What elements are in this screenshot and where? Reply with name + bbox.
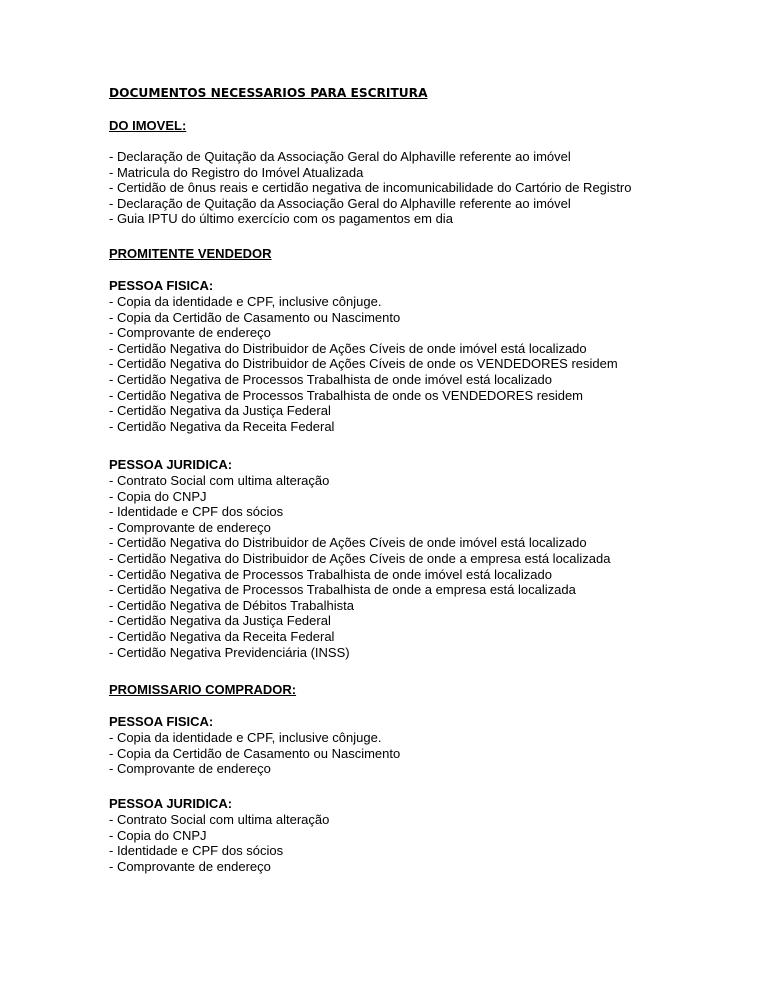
list-item: - Certidão Negativa de Processos Trabalhista de onde imóvel está localizado bbox=[109, 371, 552, 387]
list-item: - Certidão Negativa da Justiça Federal bbox=[109, 403, 331, 419]
list-item: - Certidão Negativa de Processos Trabalhista de onde os VENDEDORES residem bbox=[109, 387, 583, 403]
comprador-pessoa-juridica-list bbox=[109, 812, 329, 874]
list-item: - Matricula do Registro do Imóvel Atualizada bbox=[109, 164, 364, 180]
vendedor-pessoa-juridica-heading: PESSOA JURIDICA: bbox=[109, 457, 233, 472]
vendedor-pessoa-fisica-list bbox=[109, 294, 618, 434]
document-title: DOCUMENTOS NECESSARIOS PARA ESCRITURA bbox=[109, 86, 428, 100]
list-item: - Declaração de Quitação da Associação Geral do Alphaville referente ao imóvel bbox=[109, 195, 571, 211]
list-item: - Certidão Negativa de Processos Trabalhista de onde a empresa está localizada bbox=[109, 582, 576, 598]
comprador-pessoa-juridica-heading: PESSOA JURIDICA: bbox=[109, 796, 233, 811]
list-item: - Certidão Negativa da Receita Federal bbox=[109, 418, 335, 434]
list-item: - Copia do CNPJ bbox=[109, 488, 207, 504]
list-item: - Comprovante de endereço bbox=[109, 519, 271, 535]
vendedor-pessoa-fisica-heading: PESSOA FISICA: bbox=[109, 278, 214, 293]
list-item: - Certidão Negativa da Receita Federal bbox=[109, 628, 335, 644]
comprador-pessoa-fisica-list bbox=[109, 730, 400, 777]
section-heading-imovel: DO IMOVEL: bbox=[109, 118, 187, 133]
list-item: - Identidade e CPF dos sócios bbox=[109, 843, 284, 859]
list-item: - Copia da Certidão de Casamento ou Nascimento bbox=[109, 745, 401, 761]
list-item: - Comprovante de endereço bbox=[109, 761, 271, 777]
list-item: - Copia da identidade e CPF, inclusive cônjuge. bbox=[109, 730, 382, 745]
list-item: - Certidão Negativa Previdenciária (INSS) bbox=[109, 644, 350, 660]
list-item: - Certidão Negativa de Débitos Trabalhista bbox=[109, 597, 354, 613]
comprador-pessoa-fisica-heading: PESSOA FISICA: bbox=[109, 714, 214, 729]
list-item: - Certidão Negativa do Distribuidor de Ações Cíveis de onde imóvel está localizado bbox=[109, 340, 587, 356]
list-item: - Guia IPTU do último exercício com os pagamentos em dia bbox=[109, 211, 453, 227]
list-item: - Certidão de ônus reais e certidão negativa de incomunicabilidade do Cartório de Registro bbox=[109, 180, 632, 196]
list-item: - Certidão Negativa do Distribuidor de Ações Cíveis de onde imóvel está localizado bbox=[109, 535, 587, 551]
list-item: - Contrato Social com ultima alteração bbox=[109, 812, 330, 827]
list-item: - Certidão Negativa do Distribuidor de Ações Cíveis de onde a empresa está localizada bbox=[109, 550, 611, 566]
list-item: - Copia do CNPJ bbox=[109, 827, 207, 843]
vendedor-pessoa-juridica-list bbox=[109, 473, 611, 660]
imovel-document-list bbox=[109, 149, 631, 227]
list-item: - Certidão Negativa de Processos Trabalhista de onde imóvel está localizado bbox=[109, 566, 552, 582]
list-item: - Copia da identidade e CPF, inclusive cônjuge. bbox=[109, 294, 382, 309]
list-item: - Certidão Negativa do Distribuidor de Ações Cíveis de onde os VENDEDORES residem bbox=[109, 356, 618, 372]
list-item: - Contrato Social com ultima alteração bbox=[109, 473, 330, 488]
list-item: - Copia da Certidão de Casamento ou Nascimento bbox=[109, 309, 401, 325]
list-item: - Identidade e CPF dos sócios bbox=[109, 504, 284, 520]
list-item: - Declaração de Quitação da Associação Geral do Alphaville referente ao imóvel bbox=[109, 149, 571, 164]
section-heading-comprador: PROMISSARIO COMPRADOR: bbox=[109, 682, 297, 697]
section-heading-vendedor: PROMITENTE VENDEDOR bbox=[109, 246, 272, 261]
list-item: - Comprovante de endereço bbox=[109, 858, 271, 874]
list-item: - Certidão Negativa da Justiça Federal bbox=[109, 613, 331, 629]
list-item: - Comprovante de endereço bbox=[109, 325, 271, 341]
